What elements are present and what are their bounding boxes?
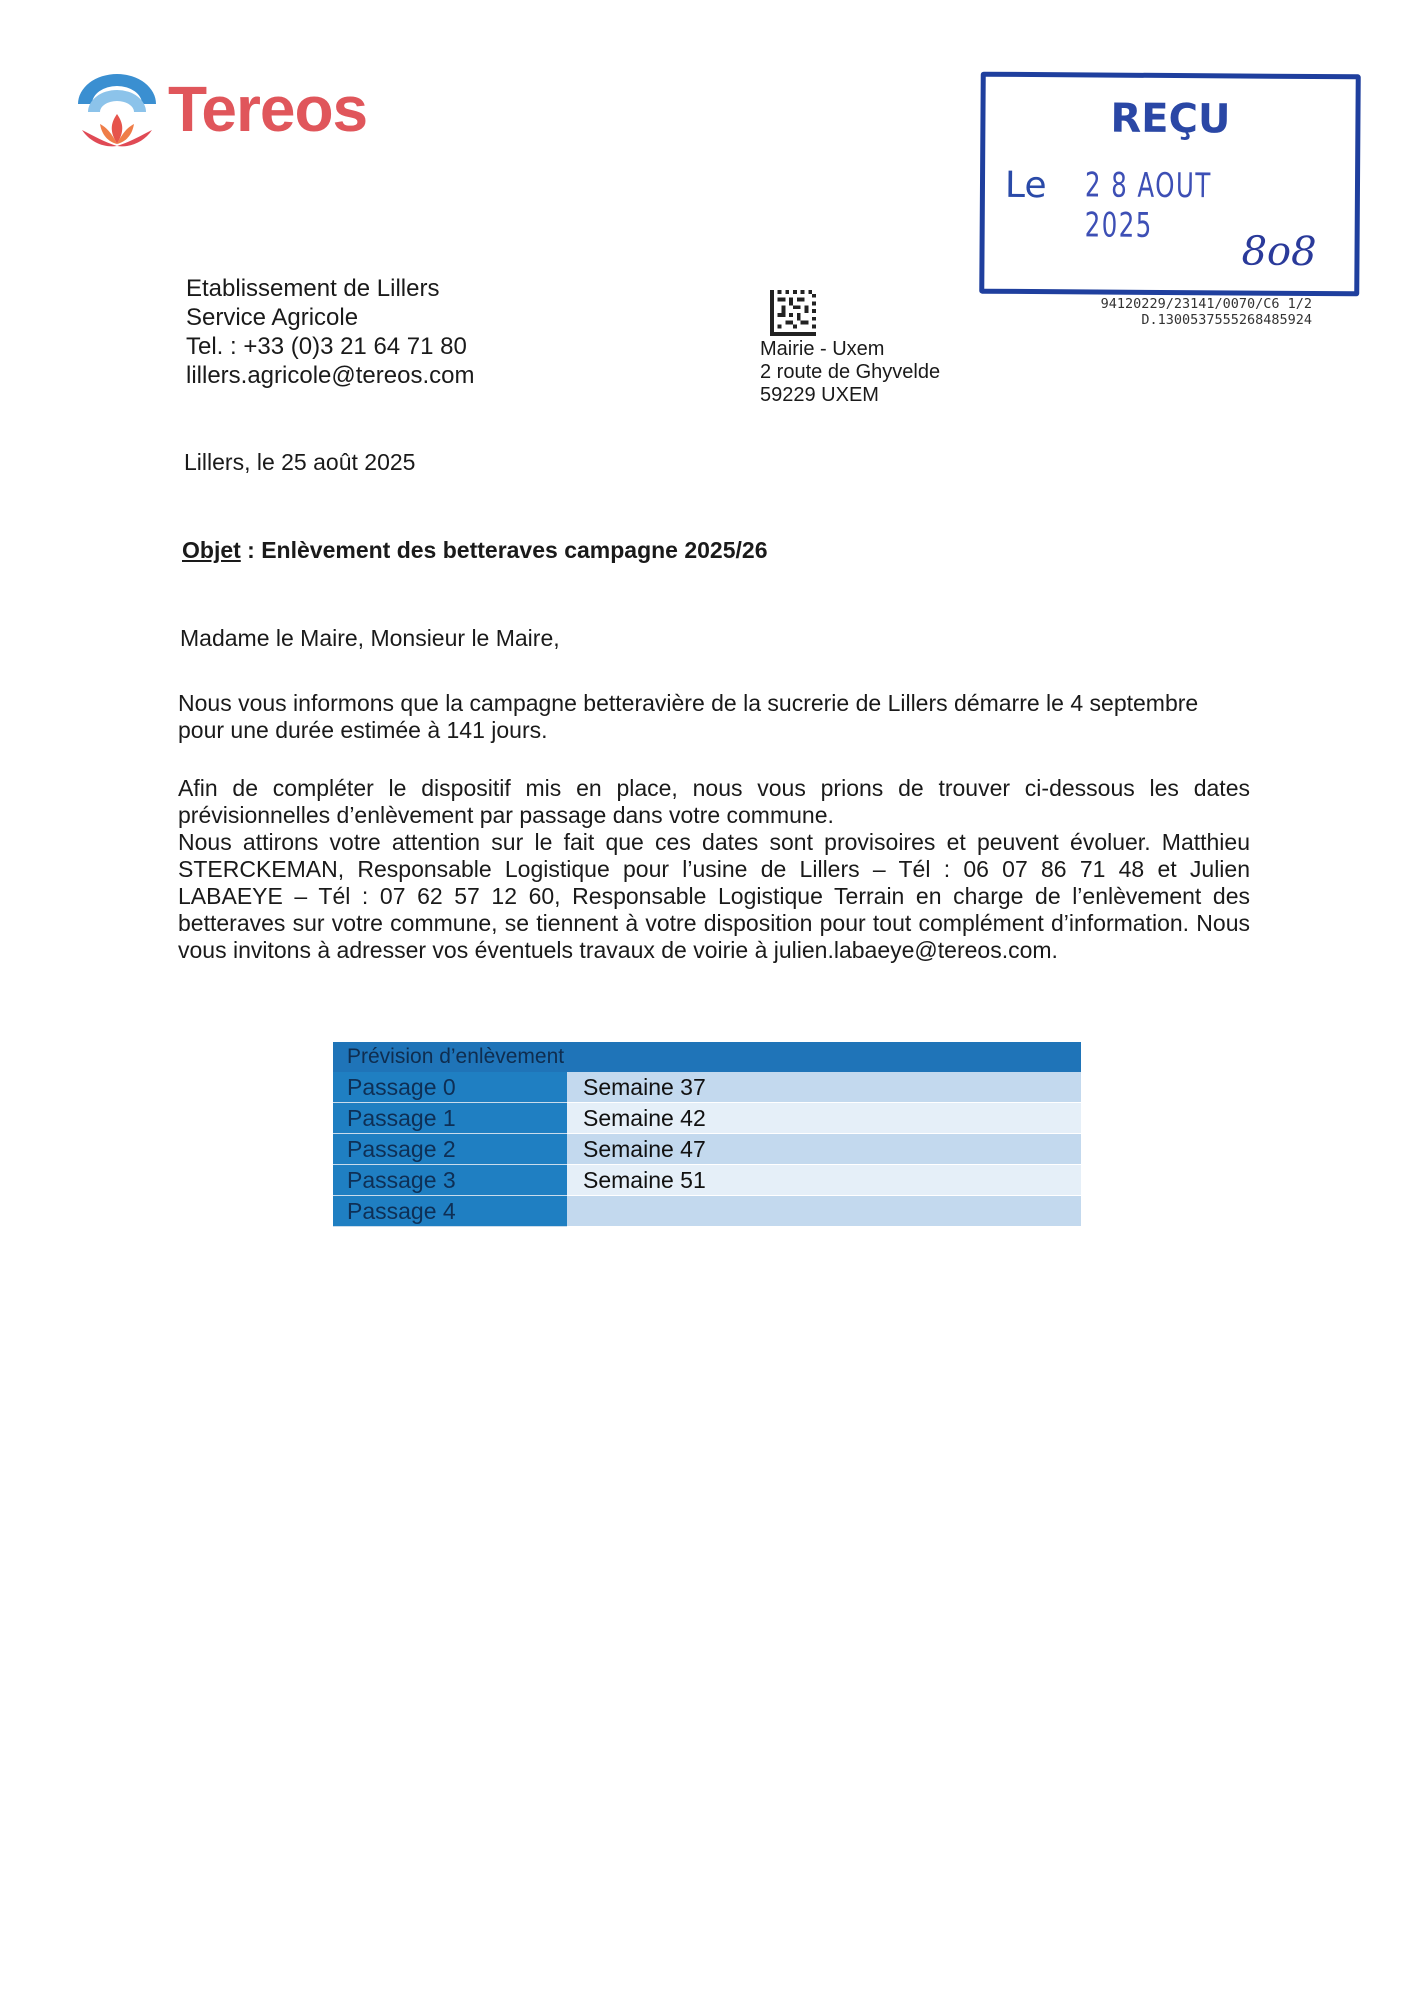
passage-label: Passage 0 [333, 1072, 567, 1103]
paragraph-dispositif-contacts: Nous attirons votre attention sur le fait que ces dates sont provisoires et peuvent évoluer. Matthieu STERCKEMAN, Responsable Logistique pour l’usine de Lillers – Tél : 06 07 86 71 48 et Julien LABAEYE – Tél : 07 62 57 12 60, Responsable Logistique Terrain en charge de l’enlèvement des betteraves sur votre commune, se tiennent à votre disposition pour tout complément d’information. Nous vous invitons à adresser vos éventuels travaux de voirie à julien.labaeye@tereos.com. [178, 829, 1250, 963]
subject-label: Objet [182, 537, 241, 563]
sender-line-2: Service Agricole [186, 304, 359, 331]
passage-week: Semaine 42 [567, 1103, 1081, 1134]
recipient-line-3: 59229 UXEM [760, 384, 879, 406]
sender-line-1: Etablissement de Lillers [186, 275, 440, 302]
letter-subject [182, 537, 768, 564]
table-row [333, 1134, 1081, 1165]
passage-label: Passage 1 [333, 1103, 567, 1134]
paragraph-dispositif [178, 775, 1250, 964]
sender-line-4: lillers.agricole@tereos.com [186, 362, 475, 389]
tereos-logo [72, 66, 392, 156]
table-header-row [333, 1042, 1081, 1072]
recipient-line-2: 2 route de Ghyvelde [760, 361, 941, 383]
stamp-le: Le [1004, 164, 1047, 207]
passage-week: Semaine 51 [567, 1165, 1081, 1196]
tereos-emblem-icon [72, 66, 162, 156]
brand-name: Tereos [168, 73, 368, 145]
paragraph-campaign-start: Nous vous informons que la campagne betteravière de la sucrerie de Lillers démarre le 4 septembre pour une durée estimée à 141 jours. [178, 690, 1199, 743]
stamp-title: REÇU [1110, 95, 1231, 143]
stamp-date: 2 8 AOUT 2025 [1084, 165, 1212, 246]
sender-line-3: Tel. : +33 (0)3 21 64 71 80 [186, 333, 467, 360]
table-header: Prévision d’enlèvement [333, 1042, 1081, 1072]
recipient-address [760, 338, 940, 407]
paragraph-dispositif-intro: Afin de compléter le dispositif mis en place, nous vous prions de trouver ci-dessous les dates prévisionnelles d’enlèvement par passage dans votre commune. [178, 775, 1250, 828]
table-row [333, 1165, 1081, 1196]
passage-label: Passage 2 [333, 1134, 567, 1165]
datamatrix-code-icon [770, 290, 816, 336]
table-row [333, 1072, 1081, 1103]
tracking-line-1: 94120229/23141/0070/C6 1/2 [1100, 296, 1312, 312]
salutation: Madame le Maire, Monsieur le Maire, [180, 625, 560, 651]
passage-label: Passage 3 [333, 1165, 567, 1196]
subject-text: : Enlèvement des betteraves campagne 2025/26 [240, 537, 768, 563]
passage-week: Semaine 47 [567, 1134, 1081, 1165]
sender-address [186, 274, 474, 390]
tracking-code [1101, 296, 1312, 328]
table-row [333, 1196, 1081, 1227]
passage-week: Semaine 37 [567, 1072, 1081, 1103]
received-stamp [979, 72, 1361, 297]
stamp-initials: 8o8 [1241, 228, 1317, 276]
tracking-line-2: D.1300537555268485924 [1141, 312, 1312, 328]
removal-forecast-table [333, 1042, 1081, 1227]
passage-label: Passage 4 [333, 1196, 567, 1227]
table-row [333, 1103, 1081, 1134]
recipient-line-1: Mairie - Uxem [760, 338, 885, 360]
letter-date: Lillers, le 25 août 2025 [184, 449, 416, 475]
passage-week [567, 1196, 1081, 1227]
